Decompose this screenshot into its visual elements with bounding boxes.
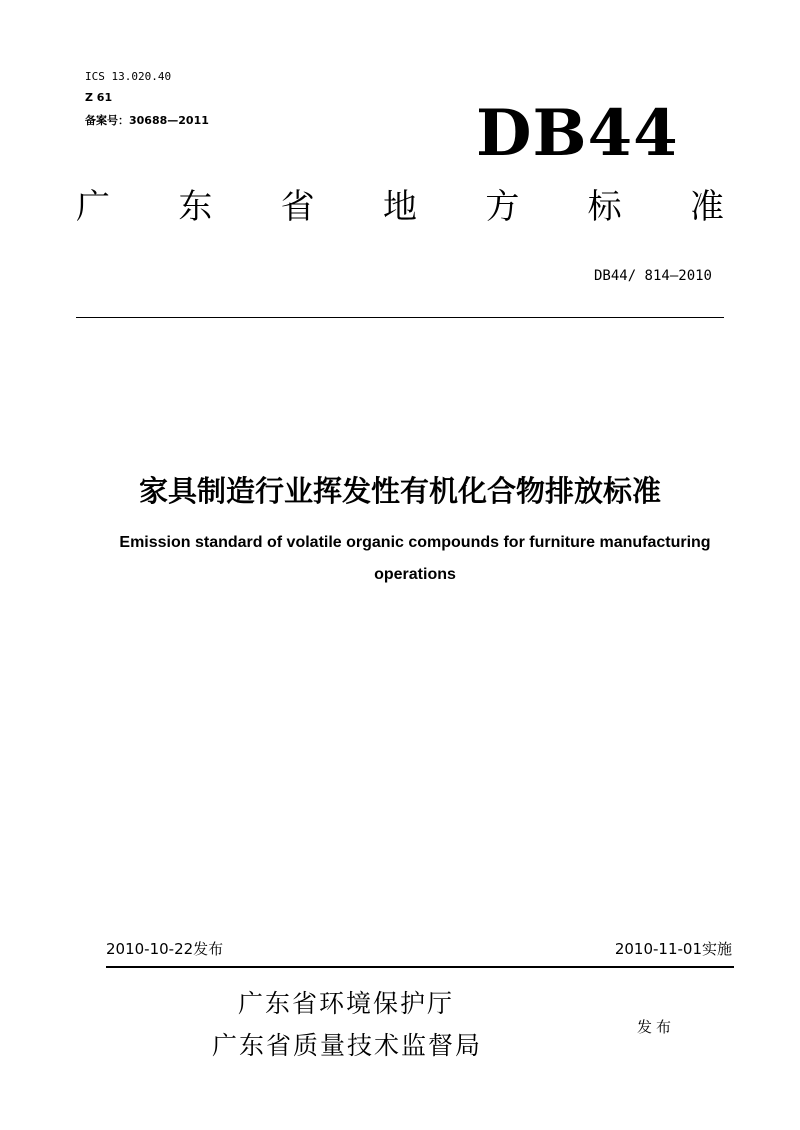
standard-type-heading [76, 187, 724, 227]
ics-code: ICS 13.020.40 [85, 70, 172, 83]
db44-logo: DB44 [476, 96, 679, 171]
standard-type-char: 省 [280, 187, 315, 227]
standard-number: DB44/ 814—2010 [593, 268, 712, 284]
publish-label: 发布 [637, 1018, 676, 1036]
classification-code: Z 61 [85, 91, 113, 104]
header-divider [76, 317, 724, 318]
issuing-authority: 广东省环境保护厅 [238, 989, 455, 1018]
standard-type-char: 地 [382, 187, 417, 227]
issue-date: 2010-10-22发布 [106, 940, 224, 958]
record-number: 备案号：30688—2011 [85, 114, 209, 127]
standard-type-char: 准 [689, 187, 724, 227]
footer-divider [106, 966, 734, 968]
standard-type-char: 方 [485, 187, 520, 227]
issuing-authority: 广东省质量技术监督局 [212, 1031, 483, 1060]
title-chinese: 家具制造行业挥发性有机化合物排放标准 [138, 474, 661, 508]
standard-type-char: 标 [587, 187, 622, 227]
standard-type-char: 东 [178, 187, 213, 227]
standard-type-char: 广 [76, 187, 110, 227]
implementation-date: 2010-11-01实施 [614, 940, 732, 958]
title-english: Emission standard of volatile organic compounds for furniture manufacturing operations [119, 534, 711, 583]
